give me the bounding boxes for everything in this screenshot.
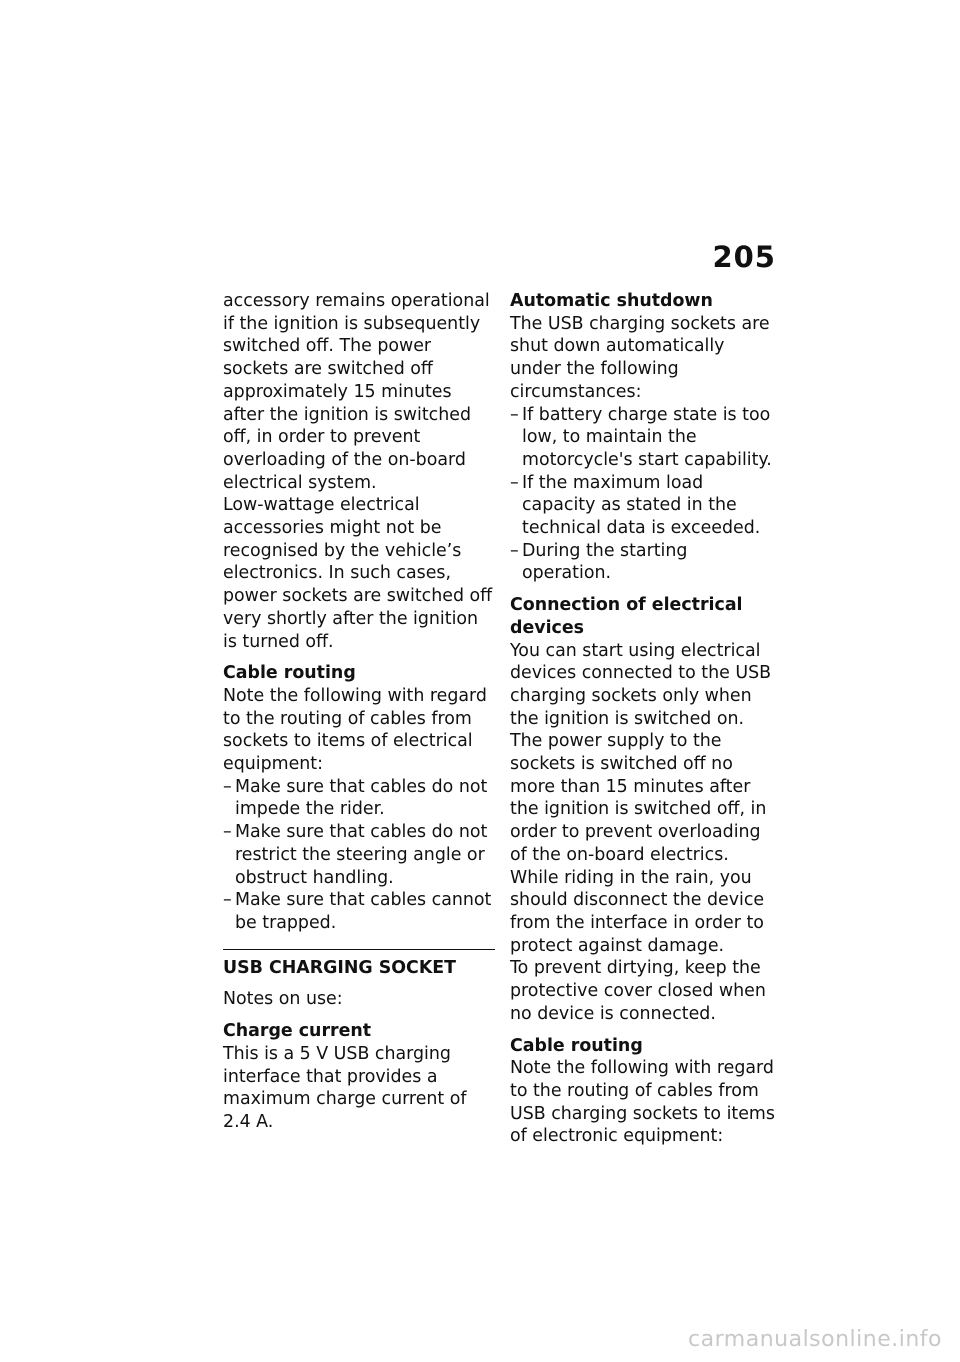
- list-item: – If battery charge state is too low, to maintain the motorcycle's start capability.: [510, 404, 780, 472]
- cable-routing-list: [223, 776, 495, 935]
- list-item: – During the starting operation.: [510, 540, 780, 585]
- rain-text: While riding in the rain, you should disconnect the device from the interface in order to protect against damage.: [510, 867, 765, 956]
- cable-routing-text-right: Note the following with regard to the routing of cables from USB charging sockets to items of electronic equipment:: [510, 1058, 775, 1147]
- section-title: USB CHARGING SOCKET: [223, 957, 457, 978]
- notes-on-use: Notes on use:: [223, 989, 343, 1010]
- list-item: – Make sure that cables do not restrict the steering angle or obstruct handling.: [223, 821, 495, 889]
- list-item: – Make sure that cables do not impede the rider.: [223, 776, 495, 821]
- charge-current-text: This is a 5 V USB charging interface that provides a maximum charge current of 2.4 A.: [223, 1043, 467, 1132]
- charge-current-heading: Charge current: [223, 1021, 372, 1042]
- intro-paragraph: accessory remains operational if the ignition is subsequently switched off. The power sockets are switched off approximately 15 minutes after the ignition is switched off, in order to prevent overloading of the on-board electrical system.: [223, 291, 490, 493]
- section-divider: [223, 949, 495, 950]
- right-column: [510, 290, 780, 1148]
- page-number: 205: [712, 240, 776, 274]
- list-item: – Make sure that cables cannot be trapped.: [223, 889, 495, 934]
- connection-text: You can start using electrical devices connected to the USB charging sockets only when the ignition is switched on. The power supply to the sockets is switched off no more than 15 minutes after the ignition is switched off, in order to prevent overloading of the on-board electrics.: [510, 640, 772, 865]
- watermark: carmanualsonline.info: [688, 1327, 942, 1352]
- dirt-text: To prevent dirtying, keep the protective cover closed when no device is connected.: [510, 958, 766, 1024]
- auto-shutdown-heading: Automatic shutdown: [510, 291, 713, 311]
- connection-heading: Connection of electrical devices: [510, 595, 743, 638]
- auto-shutdown-text: The USB charging sockets are shut down automatically under the following circumstances:: [510, 313, 770, 402]
- cable-routing-text: Note the following with regard to the routing of cables from sockets to items of electrical equipment:: [223, 685, 487, 775]
- low-wattage-paragraph: Low-wattage electrical accessories might not be recognised by the vehicle’s electronics. In such cases, power sockets are switched off very shortly after the ignition is turned off.: [223, 495, 493, 652]
- cable-routing-heading: Cable routing: [223, 663, 356, 684]
- left-column: [223, 290, 495, 1134]
- cable-routing-heading-right: Cable routing: [510, 1035, 643, 1056]
- list-item: – If the maximum load capacity as stated in the technical data is exceeded.: [510, 472, 780, 540]
- auto-shutdown-list: [510, 404, 780, 586]
